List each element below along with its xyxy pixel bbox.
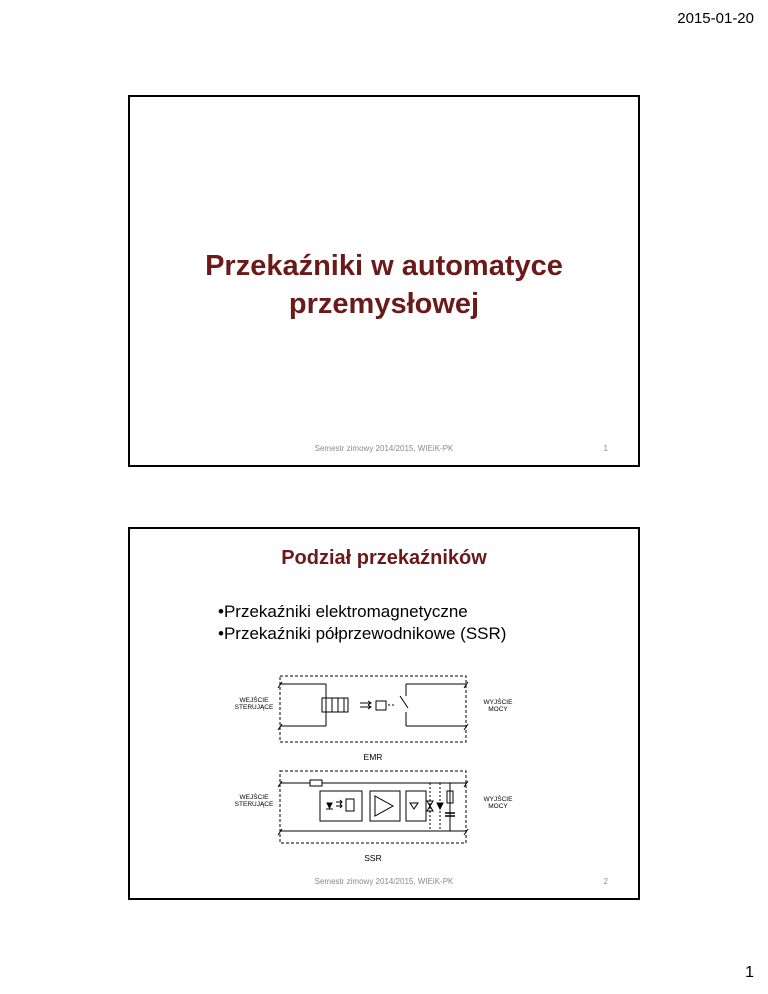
slide-2-footer: Semestr zimowy 2014/2015, WIEiK-PK: [314, 877, 454, 886]
ssr-output-label-1: WYJŚCIE: [483, 796, 513, 803]
page-number: 1: [745, 964, 754, 981]
triac-icon: [427, 801, 433, 811]
emr-input-label-1: WEJŚCIE: [239, 697, 269, 704]
emr-output-label-2: MOCY: [488, 706, 508, 713]
ssr-enclosure: [280, 771, 466, 843]
slide-2-number: 2: [603, 877, 608, 886]
ssr-caption: SSR: [364, 853, 382, 863]
header-date: 2015-01-20: [677, 10, 754, 27]
slide-2: [128, 527, 640, 900]
slide-1-title: [130, 247, 638, 323]
relay-contact-icon: [400, 696, 408, 708]
armature-icon: [376, 701, 386, 710]
slide-1-title-line-2: przemysłowej: [288, 288, 480, 320]
amplifier-icon: [375, 796, 393, 816]
ssr-input-label-1: WEJŚCIE: [239, 794, 269, 801]
phototransistor-icon: [346, 799, 354, 811]
emr-output-label-1: WYJŚCIE: [483, 699, 513, 706]
slide-1-number: 1: [603, 444, 608, 453]
emr-caption: EMR: [363, 752, 383, 762]
emr-diagram: [230, 674, 540, 766]
slide-2-bullet-list: [218, 601, 506, 645]
emr-enclosure: [280, 676, 466, 742]
diode-icon: [437, 803, 443, 809]
slide-1: [128, 95, 640, 467]
ssr-output-label-2: MOCY: [488, 803, 508, 810]
bullet-item: • Przekaźniki półprzewodnikowe (SSR): [218, 623, 506, 645]
trigger-icon: [410, 803, 418, 809]
resistor-icon: [310, 780, 322, 786]
emr-input-label-2: STERUJĄCE: [234, 704, 274, 711]
ssr-diagram: [230, 769, 540, 869]
led-icon: [327, 803, 332, 808]
ssr-input-label-2: STERUJĄCE: [234, 801, 274, 808]
slide-1-title-line-1: Przekaźniki w automatyce: [205, 250, 563, 282]
slide-2-title: Podział przekaźników: [281, 547, 487, 569]
slide-1-footer: Semestr zimowy 2014/2015, WIEiK-PK: [314, 444, 454, 453]
bullet-item: • Przekaźniki elektromagnetyczne: [218, 601, 506, 623]
